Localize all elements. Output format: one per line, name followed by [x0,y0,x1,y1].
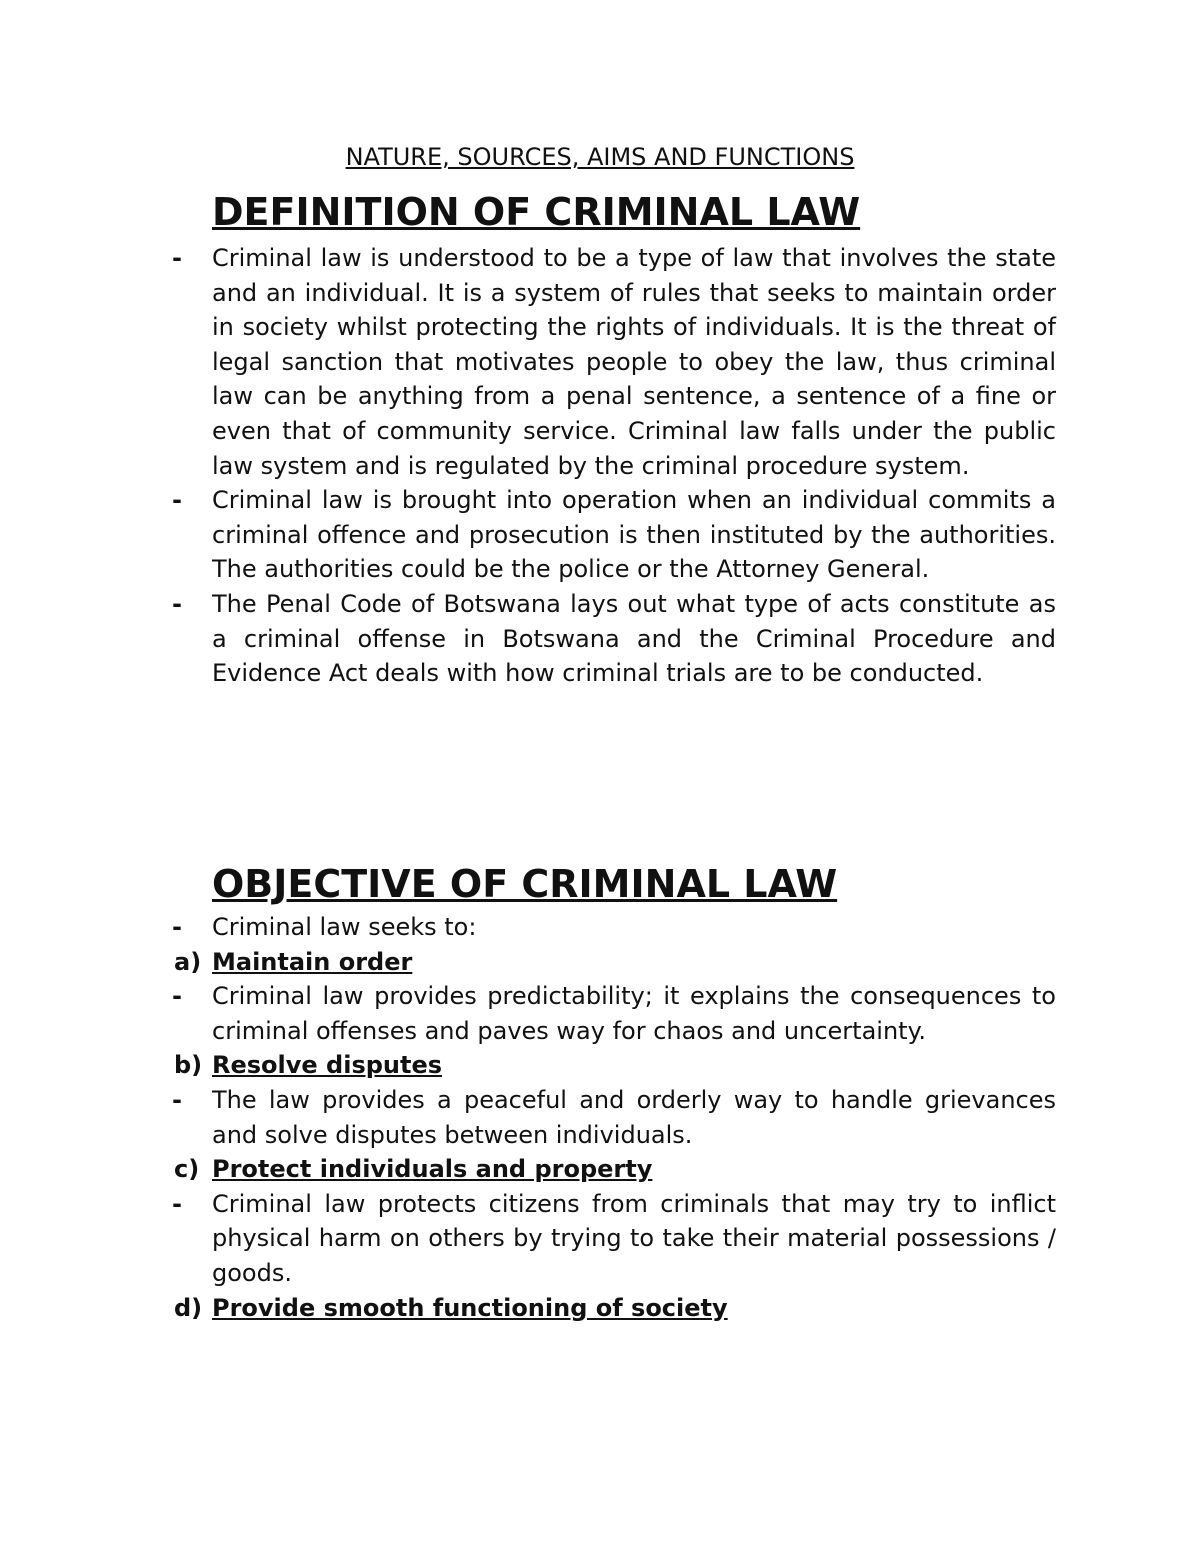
definition-point [172,587,1056,691]
objective-item [172,1048,1056,1083]
item-label: Resolve disputes [212,1051,443,1080]
definition-point-text: The Penal Code of Botswana lays out what type of acts constitute as a criminal offense in Botswana and the Criminal Procedure and Evidence Act deals with how criminal trials are to be conducted. [212,589,1056,688]
item-label: Protect individuals and property [212,1155,653,1184]
objective-list [172,910,1056,1325]
definition-point [172,241,1056,483]
definition-list [172,241,1056,691]
bullet-dash: - [172,1085,182,1114]
item-label: Provide smooth functioning of society [212,1293,728,1322]
item-letter: b) [174,1051,203,1080]
definition-point-text: Criminal law is understood to be a type of law that involves the state and an individual. It is a system of rules that seeks to maintain order in society whilst protecting the rights of individuals. It is the threat of legal sanction that motivates people to obey the law, thus criminal law can be anything from a penal sentence, a sentence of a fine or even that of community service. Criminal law falls under the public law system and is regulated by the criminal procedure system. [212,244,1056,480]
objective-description [172,979,1056,1048]
objective-intro-text: Criminal law seeks to: [212,913,477,941]
bullet-dash: - [172,982,182,1011]
objective-heading: OBJECTIVE OF CRIMINAL LAW [212,862,838,906]
objective-item [172,1152,1056,1187]
bullet-dash: - [172,244,182,272]
bullet-dash: - [172,589,182,618]
objective-item [172,945,1056,980]
item-letter: d) [174,1293,203,1322]
document-title: NATURE, SOURCES, AIMS AND FUNCTIONS [345,143,855,171]
definition-point-text: Criminal law is brought into operation when an individual commits a criminal offence and prosecution is then instituted by the authorities. The authorities could be the police or the Attorney General. [212,486,1056,584]
bullet-dash: - [172,913,182,941]
item-letter: c) [174,1155,200,1184]
objective-item [172,1291,1056,1326]
bullet-dash: - [172,1189,182,1218]
objective-description-text: Criminal law provides predictability; it explains the consequences to criminal offenses and paves way for chaos and uncertainty. [212,982,1056,1045]
objective-description [172,1083,1056,1152]
objective-intro [172,910,1056,945]
objective-description [172,1187,1056,1291]
definition-heading: DEFINITION OF CRIMINAL LAW [212,190,861,234]
item-label: Maintain order [212,947,413,976]
objective-description-text: The law provides a peaceful and orderly way to handle grievances and solve disputes between individuals. [212,1085,1056,1149]
objective-description-text: Criminal law protects citizens from criminals that may try to inflict physical harm on others by trying to take their material possessions / goods. [212,1189,1056,1287]
definition-point [172,483,1056,587]
item-letter: a) [174,947,202,976]
bullet-dash: - [172,486,182,515]
